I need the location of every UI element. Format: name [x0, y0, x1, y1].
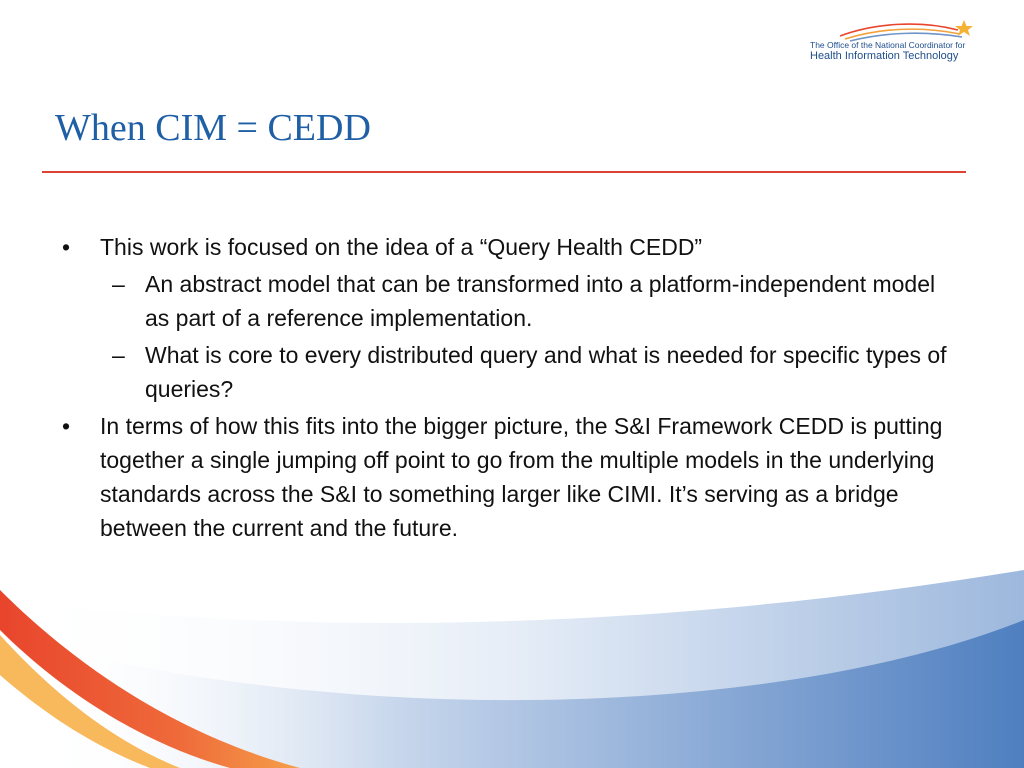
slide-body — [62, 230, 952, 548]
sub-bullet-item — [62, 338, 952, 406]
bullet-marker: • — [62, 234, 71, 260]
onc-logo — [800, 18, 975, 66]
sub-bullet-text: What is core to every distributed query and what is needed for specific types of queries? — [145, 342, 947, 402]
logo-line-2: Health Information Technology — [810, 50, 959, 62]
decorative-swoosh — [0, 560, 1024, 768]
bullet-item — [62, 409, 952, 545]
title-divider — [42, 171, 966, 173]
slide-title: When CIM = CEDD — [55, 107, 371, 149]
sub-bullet-marker: – — [112, 271, 125, 297]
sub-bullet-text: An abstract model that can be transformed into a platform-independent model as part of a reference implementation. — [145, 271, 936, 331]
bullet-text: This work is focused on the idea of a “Query Health CEDD” — [100, 234, 703, 260]
logo-line-1: The Office of the National Coordinator for — [810, 40, 966, 50]
bullet-marker: • — [62, 413, 71, 439]
bullet-text: In terms of how this fits into the bigger picture, the S&I Framework CEDD is putting together a single jumping off point to go from the multiple models in the underlying standards across the S&I to something larger like CIMI. It’s serving as a bridge between the current and the future. — [100, 413, 943, 541]
bullet-item — [62, 230, 952, 264]
sub-bullet-marker: – — [112, 342, 125, 368]
sub-bullet-item — [62, 267, 952, 335]
logo-swoosh-star-icon — [800, 18, 975, 42]
